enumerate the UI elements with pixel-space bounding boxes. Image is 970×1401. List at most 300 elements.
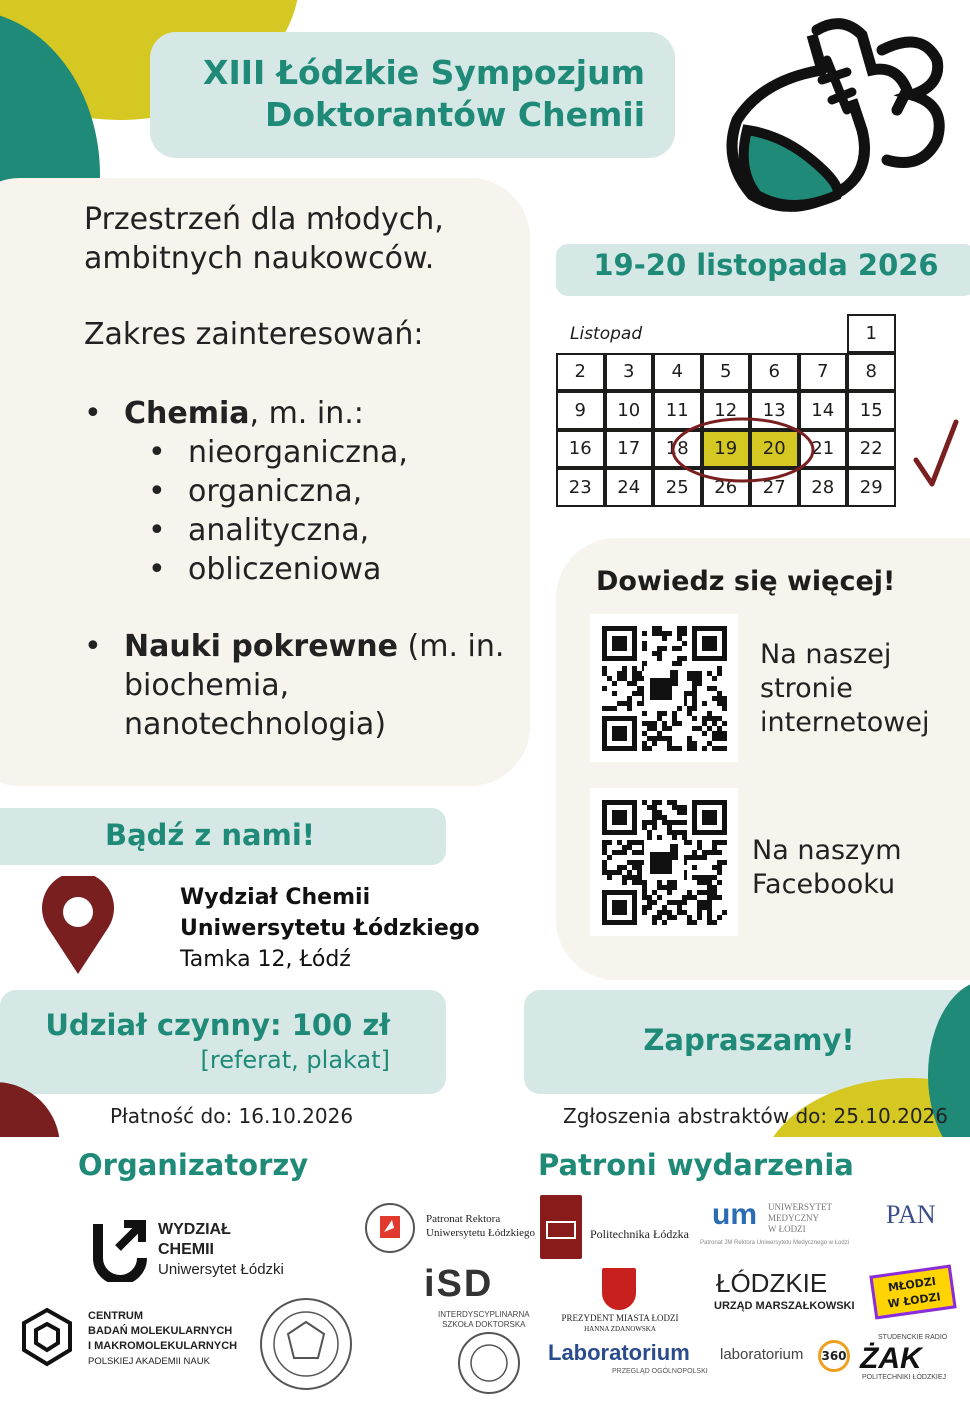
qr-module	[677, 656, 682, 661]
qr-module	[637, 870, 642, 875]
calendar-day: 25	[653, 468, 702, 507]
qr-module	[667, 890, 672, 895]
qr-module	[712, 850, 717, 855]
qr-module	[712, 721, 717, 726]
qr-module	[677, 636, 682, 641]
qr-module	[677, 805, 682, 810]
qr-module	[677, 746, 682, 751]
qr-module	[692, 865, 697, 870]
qr-module	[682, 656, 687, 661]
qr-module	[697, 855, 702, 860]
qr-module	[667, 726, 672, 731]
qr-module	[682, 805, 687, 810]
qr-module	[602, 706, 607, 711]
qr-finder	[612, 636, 627, 651]
qr-module	[662, 920, 667, 925]
fee-box	[0, 990, 446, 1094]
qr-module	[692, 920, 697, 925]
qr-module	[707, 890, 712, 895]
qr-module	[707, 920, 712, 925]
radio-zak-top-text: STUDENCKIE RADIO	[878, 1334, 948, 1341]
qr-module	[662, 905, 667, 910]
qr-module	[692, 850, 697, 855]
calendar-day: 9	[556, 391, 605, 430]
qr-module	[622, 676, 627, 681]
qr-module	[647, 746, 652, 751]
qr-module	[692, 706, 697, 711]
calendar-day: 1	[847, 314, 896, 353]
bullet-dot: •	[84, 396, 102, 431]
qr-module	[717, 915, 722, 920]
qr-module	[632, 880, 637, 885]
qr-module	[682, 835, 687, 840]
qr-module	[642, 661, 647, 666]
qr-module	[667, 631, 672, 636]
qr-module	[647, 721, 652, 726]
website-qr-caption: Na naszej stronie internetowej	[760, 639, 930, 738]
qr-module	[632, 671, 637, 676]
qr-module	[637, 860, 642, 865]
qr-module	[647, 905, 652, 910]
qr-module	[662, 646, 667, 651]
qr-module	[667, 825, 672, 830]
qr-module	[672, 711, 677, 716]
qr-module	[692, 895, 697, 900]
invite-label: Zapraszamy!	[643, 1023, 855, 1057]
qr-module	[642, 910, 647, 915]
qr-module	[647, 830, 652, 835]
qr-module	[637, 850, 642, 855]
qr-module	[702, 880, 707, 885]
qr-module	[637, 671, 642, 676]
qr-module	[617, 671, 622, 676]
qr-module	[697, 681, 702, 686]
qr-module	[632, 676, 637, 681]
qr-module	[717, 731, 722, 736]
qr-module	[632, 875, 637, 880]
qr-module	[697, 676, 702, 681]
qr-module	[667, 800, 672, 805]
qr-module	[707, 905, 712, 910]
location-pin-icon	[40, 876, 116, 976]
qr-module	[617, 865, 622, 870]
qr-module	[622, 701, 627, 706]
qr-module	[677, 820, 682, 825]
qr-module	[707, 910, 712, 915]
prezydent-text: PREZYDENT MIASTA ŁODZI HANNA ZDANOWSKA	[561, 1313, 679, 1333]
qr-module	[642, 825, 647, 830]
qr-module	[702, 875, 707, 880]
qr-module	[602, 686, 607, 691]
qr-module	[722, 860, 727, 865]
calendar-day: 6	[750, 353, 799, 392]
qr-module	[622, 671, 627, 676]
qr-module	[652, 651, 657, 656]
qr-module	[632, 860, 637, 865]
qr-module	[677, 661, 682, 666]
qr-module	[667, 900, 672, 905]
qr-module	[607, 875, 612, 880]
qr-module	[692, 746, 697, 751]
qr-module	[627, 701, 632, 706]
radio-zak-logo: ŻAK	[860, 1342, 922, 1375]
qr-module	[667, 915, 672, 920]
qr-module	[722, 736, 727, 741]
laboratorium-360-badge: 360	[818, 1340, 850, 1372]
qr-module	[687, 895, 692, 900]
qr-module	[677, 900, 682, 905]
calendar-day: 26	[702, 468, 751, 507]
qr-module	[702, 900, 707, 905]
qr-module	[647, 726, 652, 731]
calendar-day: 14	[799, 391, 848, 430]
qr-module	[642, 800, 647, 805]
qr-module	[627, 706, 632, 711]
qr-module	[637, 840, 642, 845]
qr-module	[647, 736, 652, 741]
qr-module	[652, 815, 657, 820]
qr-module	[687, 920, 692, 925]
qr-module	[687, 746, 692, 751]
qr-module	[672, 820, 677, 825]
qr-module	[637, 701, 642, 706]
qr-module	[657, 646, 662, 651]
qr-module	[662, 736, 667, 741]
radio-zak-bottom-text: POLITECHNIKI ŁÓDZKIEJ	[862, 1374, 947, 1381]
qr-module	[647, 895, 652, 900]
qr-module	[692, 696, 697, 701]
qr-module	[652, 890, 657, 895]
qr-module	[657, 800, 662, 805]
qr-module	[622, 845, 627, 850]
qr-module	[707, 885, 712, 890]
qr-module	[652, 631, 657, 636]
qr-module	[612, 681, 617, 686]
qr-module	[657, 711, 662, 716]
qr-module	[632, 840, 637, 845]
qr-module	[657, 885, 662, 890]
qr-module	[687, 711, 692, 716]
qr-module	[627, 681, 632, 686]
organizers-title: Organizatorzy	[78, 1148, 309, 1182]
qr-module	[657, 815, 662, 820]
qr-module	[617, 676, 622, 681]
pl-text: Politechnika Łódzka	[590, 1227, 689, 1241]
qr-module	[672, 880, 677, 885]
qr-module	[677, 905, 682, 910]
qr-module	[662, 726, 667, 731]
qr-module	[697, 875, 702, 880]
qr-module	[607, 706, 612, 711]
qr-module	[687, 915, 692, 920]
qr-module	[612, 706, 617, 711]
calendar-day: 21	[799, 430, 848, 469]
qr-module	[712, 731, 717, 736]
qr-module	[682, 820, 687, 825]
qr-module	[617, 850, 622, 855]
qr-module	[717, 840, 722, 845]
lodzkie-text: URZĄD MARSZAŁKOWSKI	[714, 1300, 855, 1312]
qr-module	[642, 746, 647, 751]
qr-module	[697, 840, 702, 845]
qr-module	[652, 726, 657, 731]
qr-module	[642, 721, 647, 726]
qr-module	[642, 711, 647, 716]
qr-module	[652, 810, 657, 815]
qr-module	[672, 885, 677, 890]
qr-module	[707, 741, 712, 746]
calendar-day: 22	[847, 430, 896, 469]
scope-heading: Zakres zainteresowań:	[84, 317, 424, 352]
qr-module	[717, 860, 722, 865]
qr-module	[637, 691, 642, 696]
qr-module	[632, 865, 637, 870]
qr-module	[712, 676, 717, 681]
qr-module	[697, 910, 702, 915]
calendar-day: 28	[799, 468, 848, 507]
qr-module	[687, 691, 692, 696]
fee-detail: [referat, plakat]	[200, 1046, 390, 1074]
flask-13-logo-icon	[722, 10, 952, 220]
qr-module	[607, 676, 612, 681]
qr-module	[667, 885, 672, 890]
qr-module	[672, 830, 677, 835]
qr-module	[637, 865, 642, 870]
qr-module	[722, 840, 727, 845]
qr-module	[692, 676, 697, 681]
qr-module	[717, 746, 722, 751]
qr-module	[712, 895, 717, 900]
qr-module	[692, 691, 697, 696]
qr-module	[722, 696, 727, 701]
qr-module	[687, 741, 692, 746]
patrons-title: Patroni wydarzenia	[538, 1148, 854, 1182]
qr-module	[712, 686, 717, 691]
qr-module	[687, 890, 692, 895]
fee-label: Udział czynny: 100 zł	[45, 1008, 390, 1042]
qr-module	[642, 895, 647, 900]
qr-module	[687, 736, 692, 741]
qr-module	[692, 671, 697, 676]
qr-module	[642, 731, 647, 736]
event-date: 19-20 listopada 2026	[593, 248, 939, 282]
qr-module	[642, 641, 647, 646]
qr-module	[687, 676, 692, 681]
subtopic-list	[148, 433, 408, 589]
pan-logo: PAN	[886, 1200, 936, 1229]
qr-module	[677, 646, 682, 651]
intro-text: Przestrzeń dla młodych, ambitnych naukowców.	[84, 202, 444, 276]
qr-module	[627, 840, 632, 845]
qr-module	[682, 910, 687, 915]
qr-module	[717, 726, 722, 731]
qr-module	[717, 736, 722, 741]
qr-module	[612, 691, 617, 696]
qr-module	[642, 905, 647, 910]
website-qr-code[interactable]	[590, 614, 738, 762]
qr-module	[707, 686, 712, 691]
laboratorium-subtext: PRZEGLĄD OGÓLNOPOLSKI	[612, 1368, 708, 1375]
wydzial-chemii-text: WYDZIAŁ CHEMII Uniwersytet Łódzki	[158, 1221, 284, 1278]
qr-module	[667, 736, 672, 741]
qr-module	[697, 671, 702, 676]
qr-module	[702, 701, 707, 706]
qr-module	[637, 686, 642, 691]
qr-module	[647, 835, 652, 840]
qr-module	[707, 895, 712, 900]
qr-module	[607, 870, 612, 875]
mlodzi-w-lodzi-logo: MŁODZI W ŁODZI	[869, 1265, 956, 1320]
date-circle	[668, 414, 818, 486]
qr-module	[652, 741, 657, 746]
qr-module	[707, 875, 712, 880]
qr-module	[707, 716, 712, 721]
qr-module	[667, 880, 672, 885]
qr-module	[652, 800, 657, 805]
qr-module	[637, 875, 642, 880]
qr-module	[672, 915, 677, 920]
qr-module	[702, 721, 707, 726]
umed-text: UNIWERSYTET MEDYCZNY W ŁODZI	[768, 1202, 832, 1234]
topic-related-cont: biochemia, nanotechnologia)	[124, 668, 387, 742]
qr-module	[677, 830, 682, 835]
facebook-qr-caption: Na naszym Facebooku	[752, 835, 902, 900]
qr-module	[692, 855, 697, 860]
qr-module	[652, 626, 657, 631]
qr-module	[637, 676, 642, 681]
qr-module	[712, 736, 717, 741]
qr-module	[697, 900, 702, 905]
qr-module	[717, 880, 722, 885]
calendar-day: 7	[799, 353, 848, 392]
qr-finder	[702, 810, 717, 825]
qr-module	[642, 631, 647, 636]
qr-module	[622, 865, 627, 870]
calendar-day: 3	[605, 353, 654, 392]
qr-module	[722, 746, 727, 751]
qr-module	[627, 870, 632, 875]
payment-deadline: Płatność do: 16.10.2026	[110, 1104, 354, 1128]
qr-module	[607, 855, 612, 860]
qr-module	[702, 746, 707, 751]
qr-module	[677, 631, 682, 636]
calendar	[556, 314, 896, 509]
topic-chemistry: • Chemia, m. in.:	[84, 396, 364, 431]
qr-module	[682, 626, 687, 631]
qr-module	[677, 721, 682, 726]
calendar-day: 18	[653, 430, 702, 469]
qr-module	[662, 711, 667, 716]
qr-module	[712, 696, 717, 701]
qr-module	[632, 666, 637, 671]
qr-module	[672, 900, 677, 905]
qr-module	[702, 850, 707, 855]
venue-address: Wydział Chemii Uniwersytetu Łódzkiego Tamka 12, Łódź	[180, 885, 480, 972]
umed-logo-icon: um	[712, 1198, 757, 1231]
qr-module	[602, 865, 607, 870]
qr-module	[602, 850, 607, 855]
qr-module	[652, 915, 657, 920]
qr-module	[717, 865, 722, 870]
info-title: Dowiedz się więcej!	[596, 566, 896, 597]
qr-module	[602, 671, 607, 676]
qr-module	[712, 875, 717, 880]
qr-module	[652, 736, 657, 741]
qr-finder	[612, 900, 627, 915]
qr-module	[717, 696, 722, 701]
qr-module	[687, 706, 692, 711]
qr-module	[692, 701, 697, 706]
facebook-qr-code[interactable]	[590, 788, 738, 936]
qr-module	[697, 880, 702, 885]
laboratorium-logo: Laboratorium	[548, 1340, 690, 1365]
pl-logo-icon	[540, 1195, 582, 1259]
qr-module	[717, 850, 722, 855]
qr-module	[672, 721, 677, 726]
lodz-city-crest-icon	[602, 1268, 636, 1310]
qr-finder	[702, 636, 717, 651]
ul-rector-text: Patronat Rektora Uniwersytetu Łódzkiego	[426, 1213, 536, 1239]
qr-module	[717, 671, 722, 676]
cbmm-logo-icon	[16, 1306, 78, 1368]
qr-module	[667, 910, 672, 915]
qr-module	[627, 696, 632, 701]
qr-module	[657, 651, 662, 656]
qr-module	[692, 726, 697, 731]
qr-module	[627, 860, 632, 865]
qr-module	[717, 666, 722, 671]
qr-module	[657, 656, 662, 661]
qr-module	[682, 810, 687, 815]
qr-module	[697, 890, 702, 895]
ptch-seal-icon	[457, 1331, 521, 1395]
qr-module	[657, 736, 662, 741]
isd-logo-icon: iSD	[424, 1263, 494, 1305]
qr-module	[722, 721, 727, 726]
subtopic-item: • organiczna,	[148, 474, 363, 509]
laboratorium-360-logo: laboratorium	[720, 1346, 804, 1363]
qr-module	[652, 900, 657, 905]
qr-module	[622, 850, 627, 855]
qr-module	[722, 910, 727, 915]
qr-module	[652, 721, 657, 726]
qr-module	[707, 711, 712, 716]
qr-module	[692, 686, 697, 691]
calendar-day: 8	[847, 353, 896, 392]
qr-module	[702, 905, 707, 910]
qr-module	[622, 666, 627, 671]
qr-module	[657, 731, 662, 736]
isd-text: INTERDYSCYPLINARNA SZKOŁA DOKTORSKA	[438, 1310, 530, 1329]
qr-module	[617, 701, 622, 706]
qr-module	[652, 820, 657, 825]
qr-module	[642, 820, 647, 825]
calendar-day: 29	[847, 468, 896, 507]
qr-module	[632, 691, 637, 696]
qr-module	[717, 691, 722, 696]
qr-module	[682, 641, 687, 646]
qr-module	[697, 915, 702, 920]
qr-module	[602, 845, 607, 850]
qr-module	[702, 716, 707, 721]
qr-module	[672, 835, 677, 840]
ul-rector-seal-icon	[364, 1202, 416, 1254]
qr-finder	[612, 726, 627, 741]
qr-module	[622, 875, 627, 880]
qr-module	[657, 835, 662, 840]
qr-module	[662, 636, 667, 641]
qr-module	[722, 706, 727, 711]
